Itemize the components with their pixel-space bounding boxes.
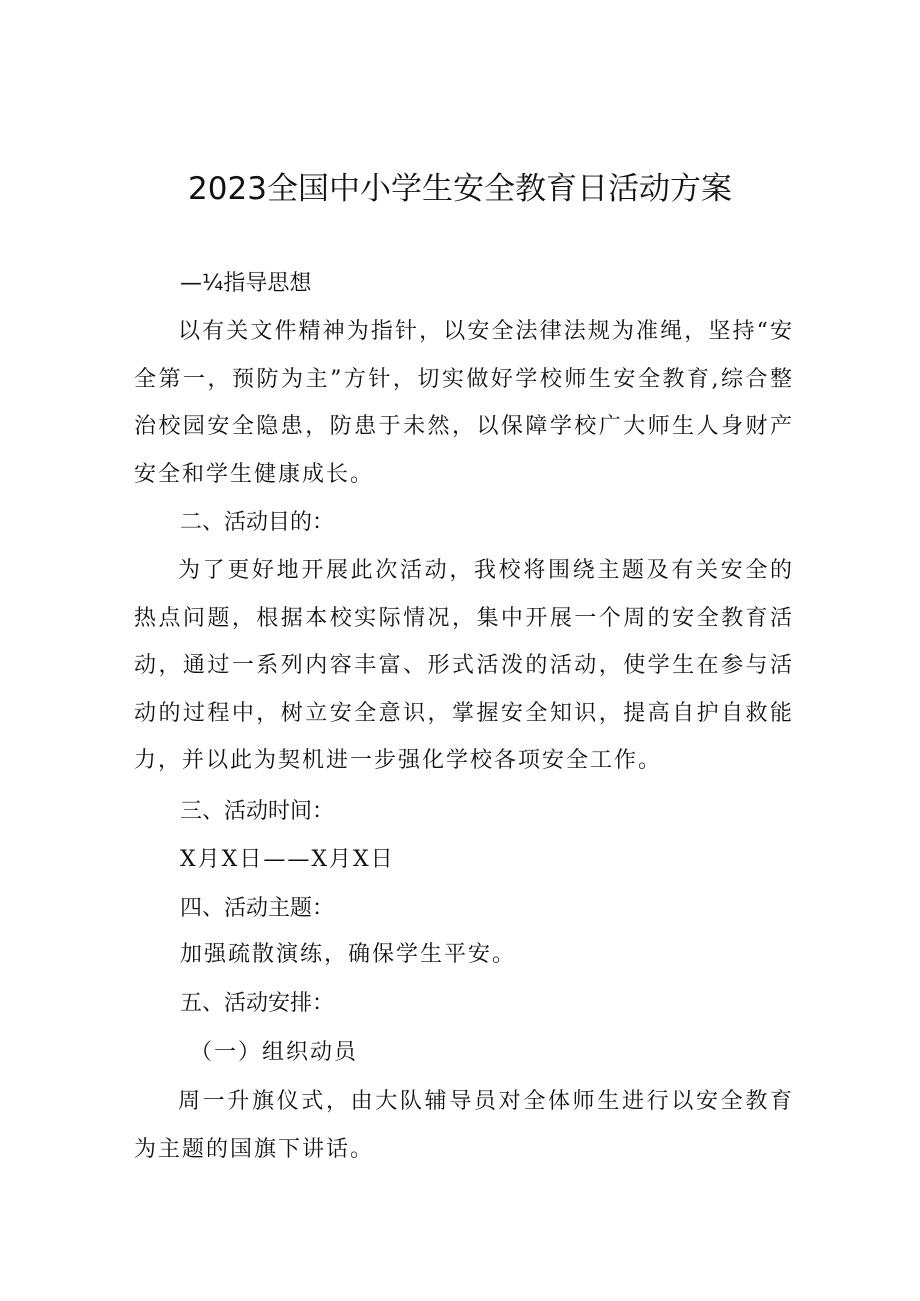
section-body-activity-time: X月X日——X月X日 bbox=[180, 847, 395, 872]
section-heading-activity-arrangement: 五、活动安排： bbox=[180, 991, 335, 1016]
section-body-activity-purpose: 为了更好地开展此次活动，我校将围绕主题及有关安全的热点问题，根据本校实际情况，集中开展一个周的安全教育活动，通过一系列内容丰富、形式活泼的活动，使学生在参与活动的过程中，树立安全意识，掌握安全知识，提高自护自救能力，并以此为契机进一步强化学校各项安全工作。 bbox=[134, 558, 794, 773]
section-heading-activity-theme: 四、活动主题： bbox=[180, 896, 335, 921]
section-body-guiding-ideology: 以有关文件精神为指针，以安全法律法规为准绳，坚持“安全第一，预防为主”方针，切实做好学校师生安全教育,综合整治校园安全隐患，防患于未然，以保障学校广大师生人身财产安全和学生健康成长。 bbox=[134, 319, 794, 487]
section-heading-activity-time: 三、活动时间： bbox=[180, 799, 335, 824]
section-body-activity-theme: 加强疏散演练，确保学生平安。 bbox=[180, 942, 517, 967]
section-heading-guiding-ideology: —¼指导思想 bbox=[180, 271, 312, 296]
subsection-heading-mobilization: （一）组织动员 bbox=[190, 1040, 359, 1065]
document-title: 2023全国中小学生安全教育日活动方案 bbox=[188, 171, 732, 207]
section-heading-activity-purpose: 二、活动目的： bbox=[180, 510, 335, 535]
section-body-mobilization: 周一升旗仪式，由大队辅导员对全体师生进行以安全教育为主题的国旗下讲话。 bbox=[134, 1089, 794, 1162]
